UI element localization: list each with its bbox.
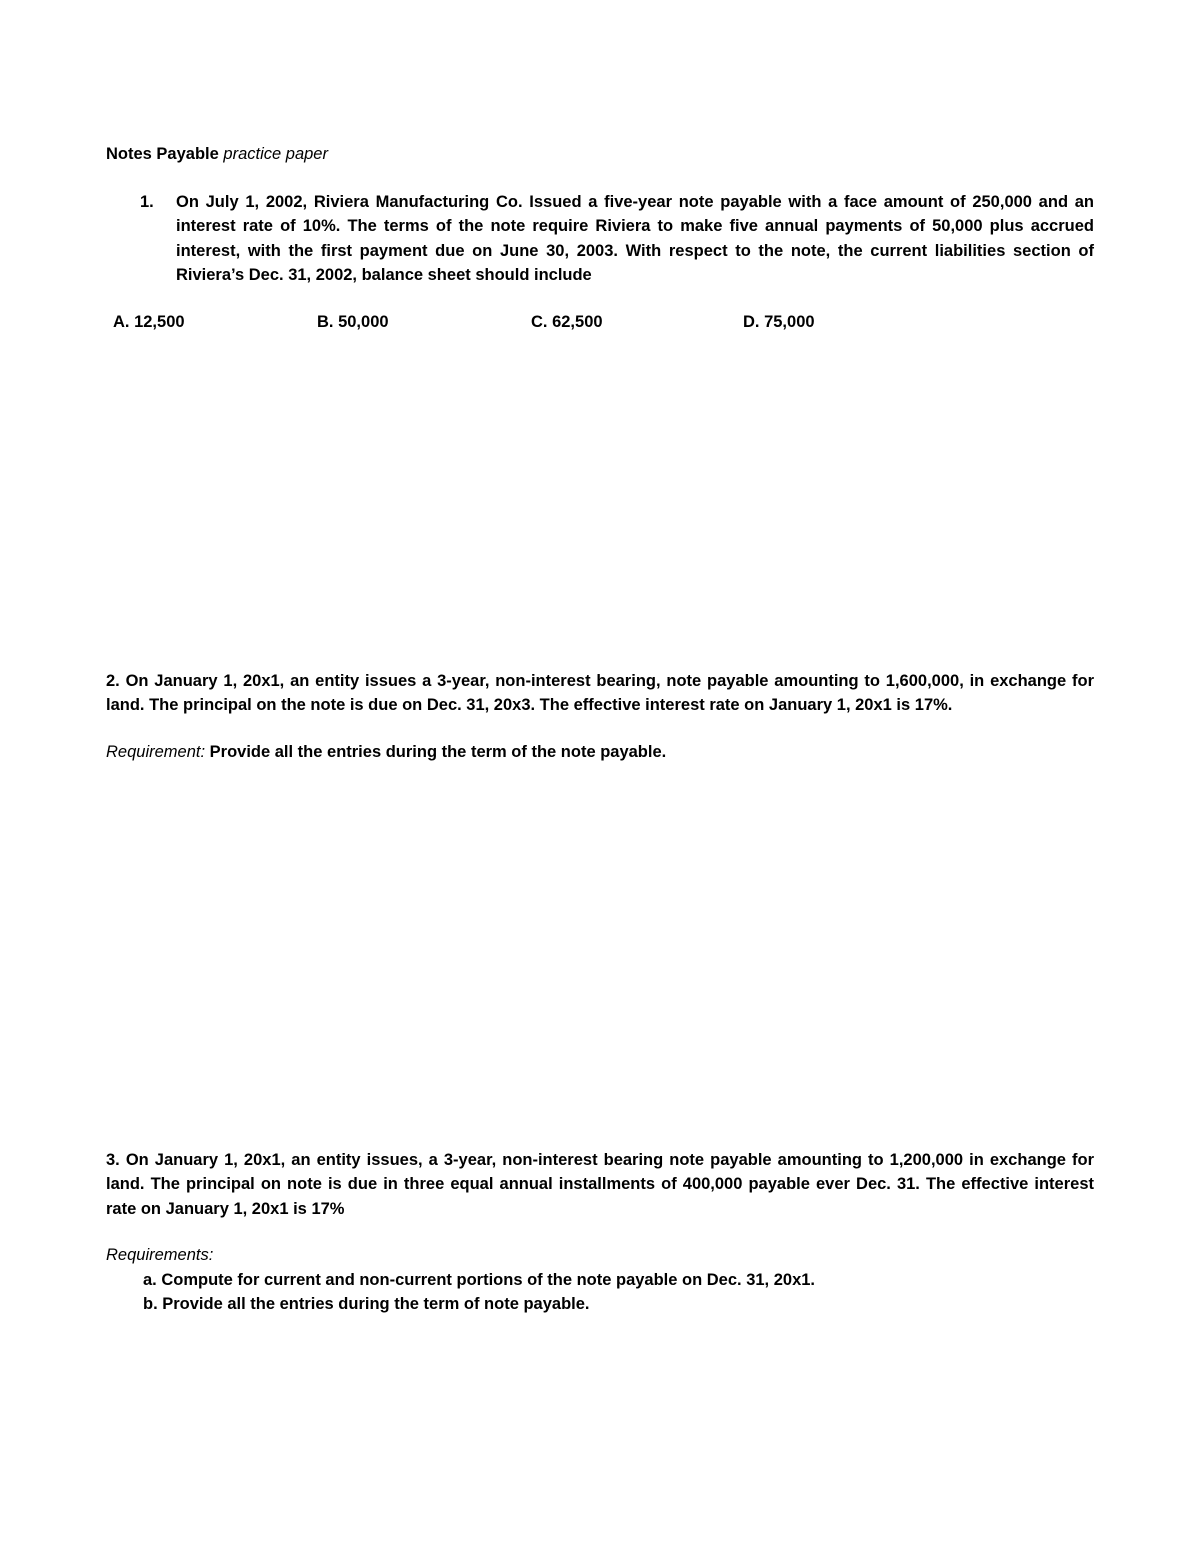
list-item: a. Compute for current and non-current portions of the note payable on Dec. 31, 20x1. bbox=[143, 1271, 816, 1289]
choice-d: D. 75,000 bbox=[743, 313, 815, 331]
question-3-requirements-label bbox=[106, 1244, 213, 1266]
requirements-label: Requirements: bbox=[106, 1246, 214, 1264]
question-1-choices bbox=[0, 311, 1200, 335]
choice-c: C. 62,500 bbox=[531, 313, 603, 331]
title-bold: Notes Payable bbox=[106, 145, 219, 163]
document-title bbox=[106, 143, 328, 165]
question-3-text: 3. On January 1, 20x1, an entity issues, a 3-year, non-interest bearing note payable amounting to 1,200,000 in exchange for land. The principal on note is due in three equal annual installments of 400,000 payable ever Dec. 31. The effective interest rate on January 1, 20x1 is 17% bbox=[106, 1151, 1094, 1218]
choice-a: A. 12,500 bbox=[113, 313, 185, 331]
question-1-text: On July 1, 2002, Riviera Manufacturing Co. Issued a five-year note payable with a face amount of 250,000 and an interest rate of 10%. The terms of the note require Riviera to make five annual payments of 50,000 plus accrued interest, with the first payment due on June 30, 2003. With respect to the note, the current liabilities section of Riviera’s Dec. 31, 2002, balance sheet should include bbox=[176, 193, 1094, 284]
question-1-number: 1. bbox=[140, 193, 154, 211]
question-2-text: 2. On January 1, 20x1, an entity issues a 3-year, non-interest bearing, note payable amounting to 1,600,000, in exchange for land. The principal on the note is due on Dec. 31, 20x3. The effective interest rate on January 1, 20x1 is 17%. bbox=[106, 672, 1094, 715]
question-1 bbox=[140, 190, 1094, 287]
choice-b: B. 50,000 bbox=[317, 313, 389, 331]
question-3-requirements-list bbox=[143, 1268, 815, 1317]
list-item: b. Provide all the entries during the term of note payable. bbox=[143, 1295, 590, 1314]
requirement-text: Provide all the entries during the term of the note payable. bbox=[205, 743, 667, 761]
requirement-label: Requirement: bbox=[106, 743, 206, 761]
title-italic: practice paper bbox=[223, 145, 328, 163]
question-2-requirement bbox=[106, 741, 666, 763]
